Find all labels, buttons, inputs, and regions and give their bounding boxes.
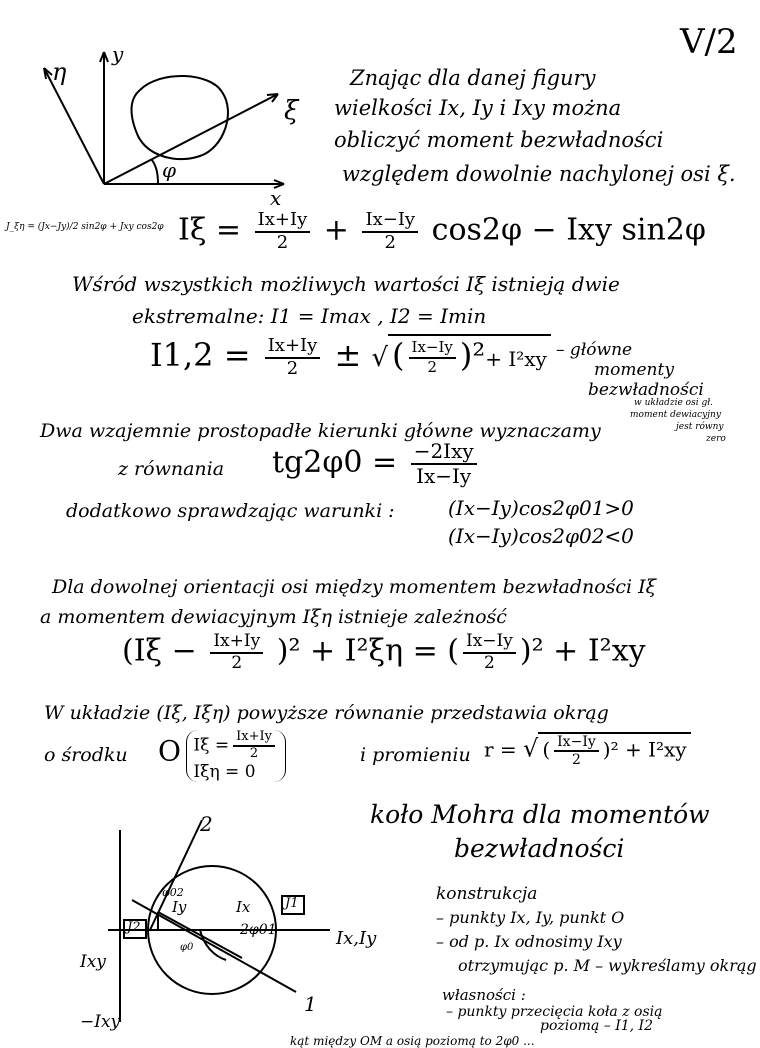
center-num: Ix+Iy [233, 730, 275, 747]
equation-principal-angle [272, 440, 481, 488]
intro-line-4: względem dowolnie nachylonej osi ξ. [342, 162, 736, 186]
eq2-note-2: moment dewiacyjny [630, 410, 721, 420]
principal-direction-1 [132, 900, 296, 992]
equation-principal-moments: I1,2 = $\frac{Ix+Iy}{2}$ ± √ ( $\frac{Ix-Iy}{2}$ )²+ I²xy [150, 334, 551, 379]
radius-r-label: r = [484, 737, 517, 762]
eq3-lhs: tg2φ0 [272, 445, 363, 480]
intro-line-2: wielkości Ix, Iy i Ixy można [334, 96, 622, 120]
directions-line-2: z równania [118, 458, 225, 480]
properties-item-1: – punkty przecięcia koła z osią [446, 1004, 663, 1020]
eq1-fraction-2 [362, 210, 418, 253]
extreme-line-2: ekstremalne: I1 = Imax , I2 = Imin [132, 304, 487, 328]
relation-line-2: a momentem dewiacyjnym Iξη istnieje zależność [40, 606, 507, 628]
angle-phi-label: φ [162, 158, 177, 182]
mohr-label-2: 2 [200, 812, 213, 836]
circle-radius-label: i promieniu [360, 744, 471, 766]
axis-eta-label: η [52, 58, 67, 86]
relation-line-1: Dla dowolnej orientacji osi między momentem bezwładności Iξ [52, 576, 657, 598]
eq1-f2-num: Ix−Iy [362, 210, 418, 233]
radius-fraction [554, 734, 599, 768]
mohr-j1: J1 [285, 896, 299, 911]
mohr-iy: Iy [172, 898, 187, 916]
eq2-lhs: I1,2 [150, 336, 214, 374]
eq4-open: (Iξ − [122, 633, 197, 669]
mohr-phi0: φ0 [180, 942, 194, 953]
eq2-f-den: 2 [286, 357, 299, 379]
mohr-circle-diagram [108, 820, 330, 1022]
mohr-ix: Ix [236, 898, 251, 916]
eq1-lhs: Iξ [178, 212, 207, 248]
circle-center-label: o środku [44, 744, 128, 766]
properties-title: własności : [442, 986, 526, 1004]
radius-num: Ix−Iy [554, 734, 599, 752]
eq2-label-1: – główne [556, 340, 633, 360]
equation-mohr-relation: (Iξ − $\frac{Ix+Iy}{2}$ )² + I²ξη = ( $\frac{Ix-Iy}{2}$ )² + I²xy [122, 631, 646, 673]
eq1-fraction-1 [255, 210, 311, 253]
eq2-label-3: bezwładności [588, 380, 704, 400]
eq2-sqrt: ( $\frac{Ix-Iy}{2}$ )²+ I²xy [388, 334, 551, 376]
eq4-close: )² + I²ξη = [276, 633, 438, 669]
eq2-sq-rest: + I²xy [485, 347, 547, 371]
center-l2: Iξη = 0 [193, 761, 256, 782]
eq2-note-1: w układzie osi gł. [634, 398, 713, 408]
mohr-axis-h: Ix,Iy [336, 928, 377, 949]
center-l1-lhs: Iξ = [193, 735, 230, 756]
eq1-f1-den: 2 [276, 231, 289, 253]
circle-center [158, 730, 286, 782]
mohr-axis-v-top: Ixy [80, 952, 106, 972]
mohr-j2: J2 [127, 920, 141, 935]
eq4-tail: + I²xy [553, 633, 646, 669]
eq1-plus: + [323, 212, 349, 248]
eq2-note-3: jest równy [676, 422, 724, 432]
eq1-rest: cos2φ − Ixy sin2φ [431, 212, 706, 248]
phi-arc [152, 160, 158, 184]
eq3-den: Ix−Iy [416, 464, 472, 488]
check-condition-1: (Ix−Iy)cos2φ01>0 [448, 496, 634, 520]
eq2-equals: = [223, 336, 251, 374]
mohr-phi02: φ02 [162, 886, 184, 899]
eq3-fraction [411, 440, 477, 488]
equation-moment-xi [178, 210, 706, 253]
intro-line-1: Znając dla danej figury [350, 66, 596, 90]
radius-den: 2 [572, 752, 581, 769]
radius-rest: + I²xy [624, 737, 687, 762]
eq4-f-den: 2 [231, 652, 243, 673]
extreme-line-1: Wśród wszystkich możliwych wartości Iξ istnieją dwie [72, 272, 620, 296]
eq3-num: −2Ixy [411, 440, 477, 465]
side-note: J_ξη = (Jx−Jy)/2 sin2φ + Jxy cos2φ [6, 222, 164, 232]
center-O: O [158, 734, 181, 768]
eq2-sq-fraction [409, 339, 456, 376]
center-den: 2 [249, 745, 259, 761]
eq4-r-fraction [463, 632, 516, 673]
directions-line-1: Dwa wzajemnie prostopadłe kierunki główne wyznaczamy [40, 420, 601, 442]
eq2-note-4: zero [706, 434, 726, 444]
mohr-axis-v-bottom: −Ixy [80, 1012, 121, 1032]
construction-title: konstrukcja [436, 884, 538, 904]
center-fraction [233, 730, 275, 762]
eq2-label-2: momenty [594, 360, 674, 380]
bottom-line: kąt między OM a osią poziomą to 2φ0 ... [290, 1034, 535, 1048]
mohr-title-line-2: bezwładności [454, 834, 625, 863]
circle-line-1: W układzie (Iξ, Iξη) powyższe równanie przedstawia okrąg [44, 702, 609, 724]
construction-item-3: otrzymując p. M – wykreślamy okrąg [458, 956, 757, 975]
eq4-r-num: Ix−Iy [463, 632, 516, 654]
check-condition-2: (Ix−Iy)cos2φ02<0 [448, 524, 634, 548]
eq3-equals: = [372, 445, 398, 480]
eq1-equals: = [215, 212, 242, 248]
eq1-f2-den: 2 [384, 231, 396, 253]
eq4-f-num: Ix+Iy [210, 632, 263, 654]
axis-y-label: y [112, 42, 124, 66]
eq2-pm: ± [334, 336, 362, 374]
eq2-f-num: Ix+Iy [265, 336, 321, 359]
radius-line [158, 912, 242, 958]
mohr-label-1: 1 [304, 992, 317, 1016]
radius-sqrt: ( $\frac{Ix-Iy}{2}$ )² + I²xy [538, 732, 690, 768]
eq2-sq-num: Ix−Iy [409, 339, 456, 358]
construction-item-1: – punkty Ix, Iy, punkt O [436, 908, 625, 927]
eq1-f1-num: Ix+Iy [255, 210, 311, 233]
xi-axis [104, 94, 278, 184]
eq4-r-den: 2 [484, 652, 495, 673]
figure-contour [132, 76, 228, 159]
construction-item-2: – od p. Ix odnosimy Ixy [436, 932, 622, 951]
mohr-title-line-1: koło Mohra dla momentów [370, 800, 710, 829]
eq2-sq-den: 2 [427, 357, 437, 376]
circle-radius: r = √ ( $\frac{Ix-Iy}{2}$ )² + I²xy [484, 732, 691, 768]
properties-item-2: poziomą – I1, I2 [540, 1018, 653, 1034]
mohr-phi01: 2φ01 [240, 922, 277, 938]
check-text: dodatkowo sprawdzając warunki : [66, 500, 395, 522]
intro-line-3: obliczyć moment bezwładności [334, 128, 664, 152]
eq2-fraction [265, 336, 321, 379]
eq4-fraction [210, 632, 263, 673]
axis-xi-label: ξ [284, 96, 299, 126]
page-number: V/2 [680, 22, 738, 62]
axis-x-label: x [270, 186, 282, 210]
